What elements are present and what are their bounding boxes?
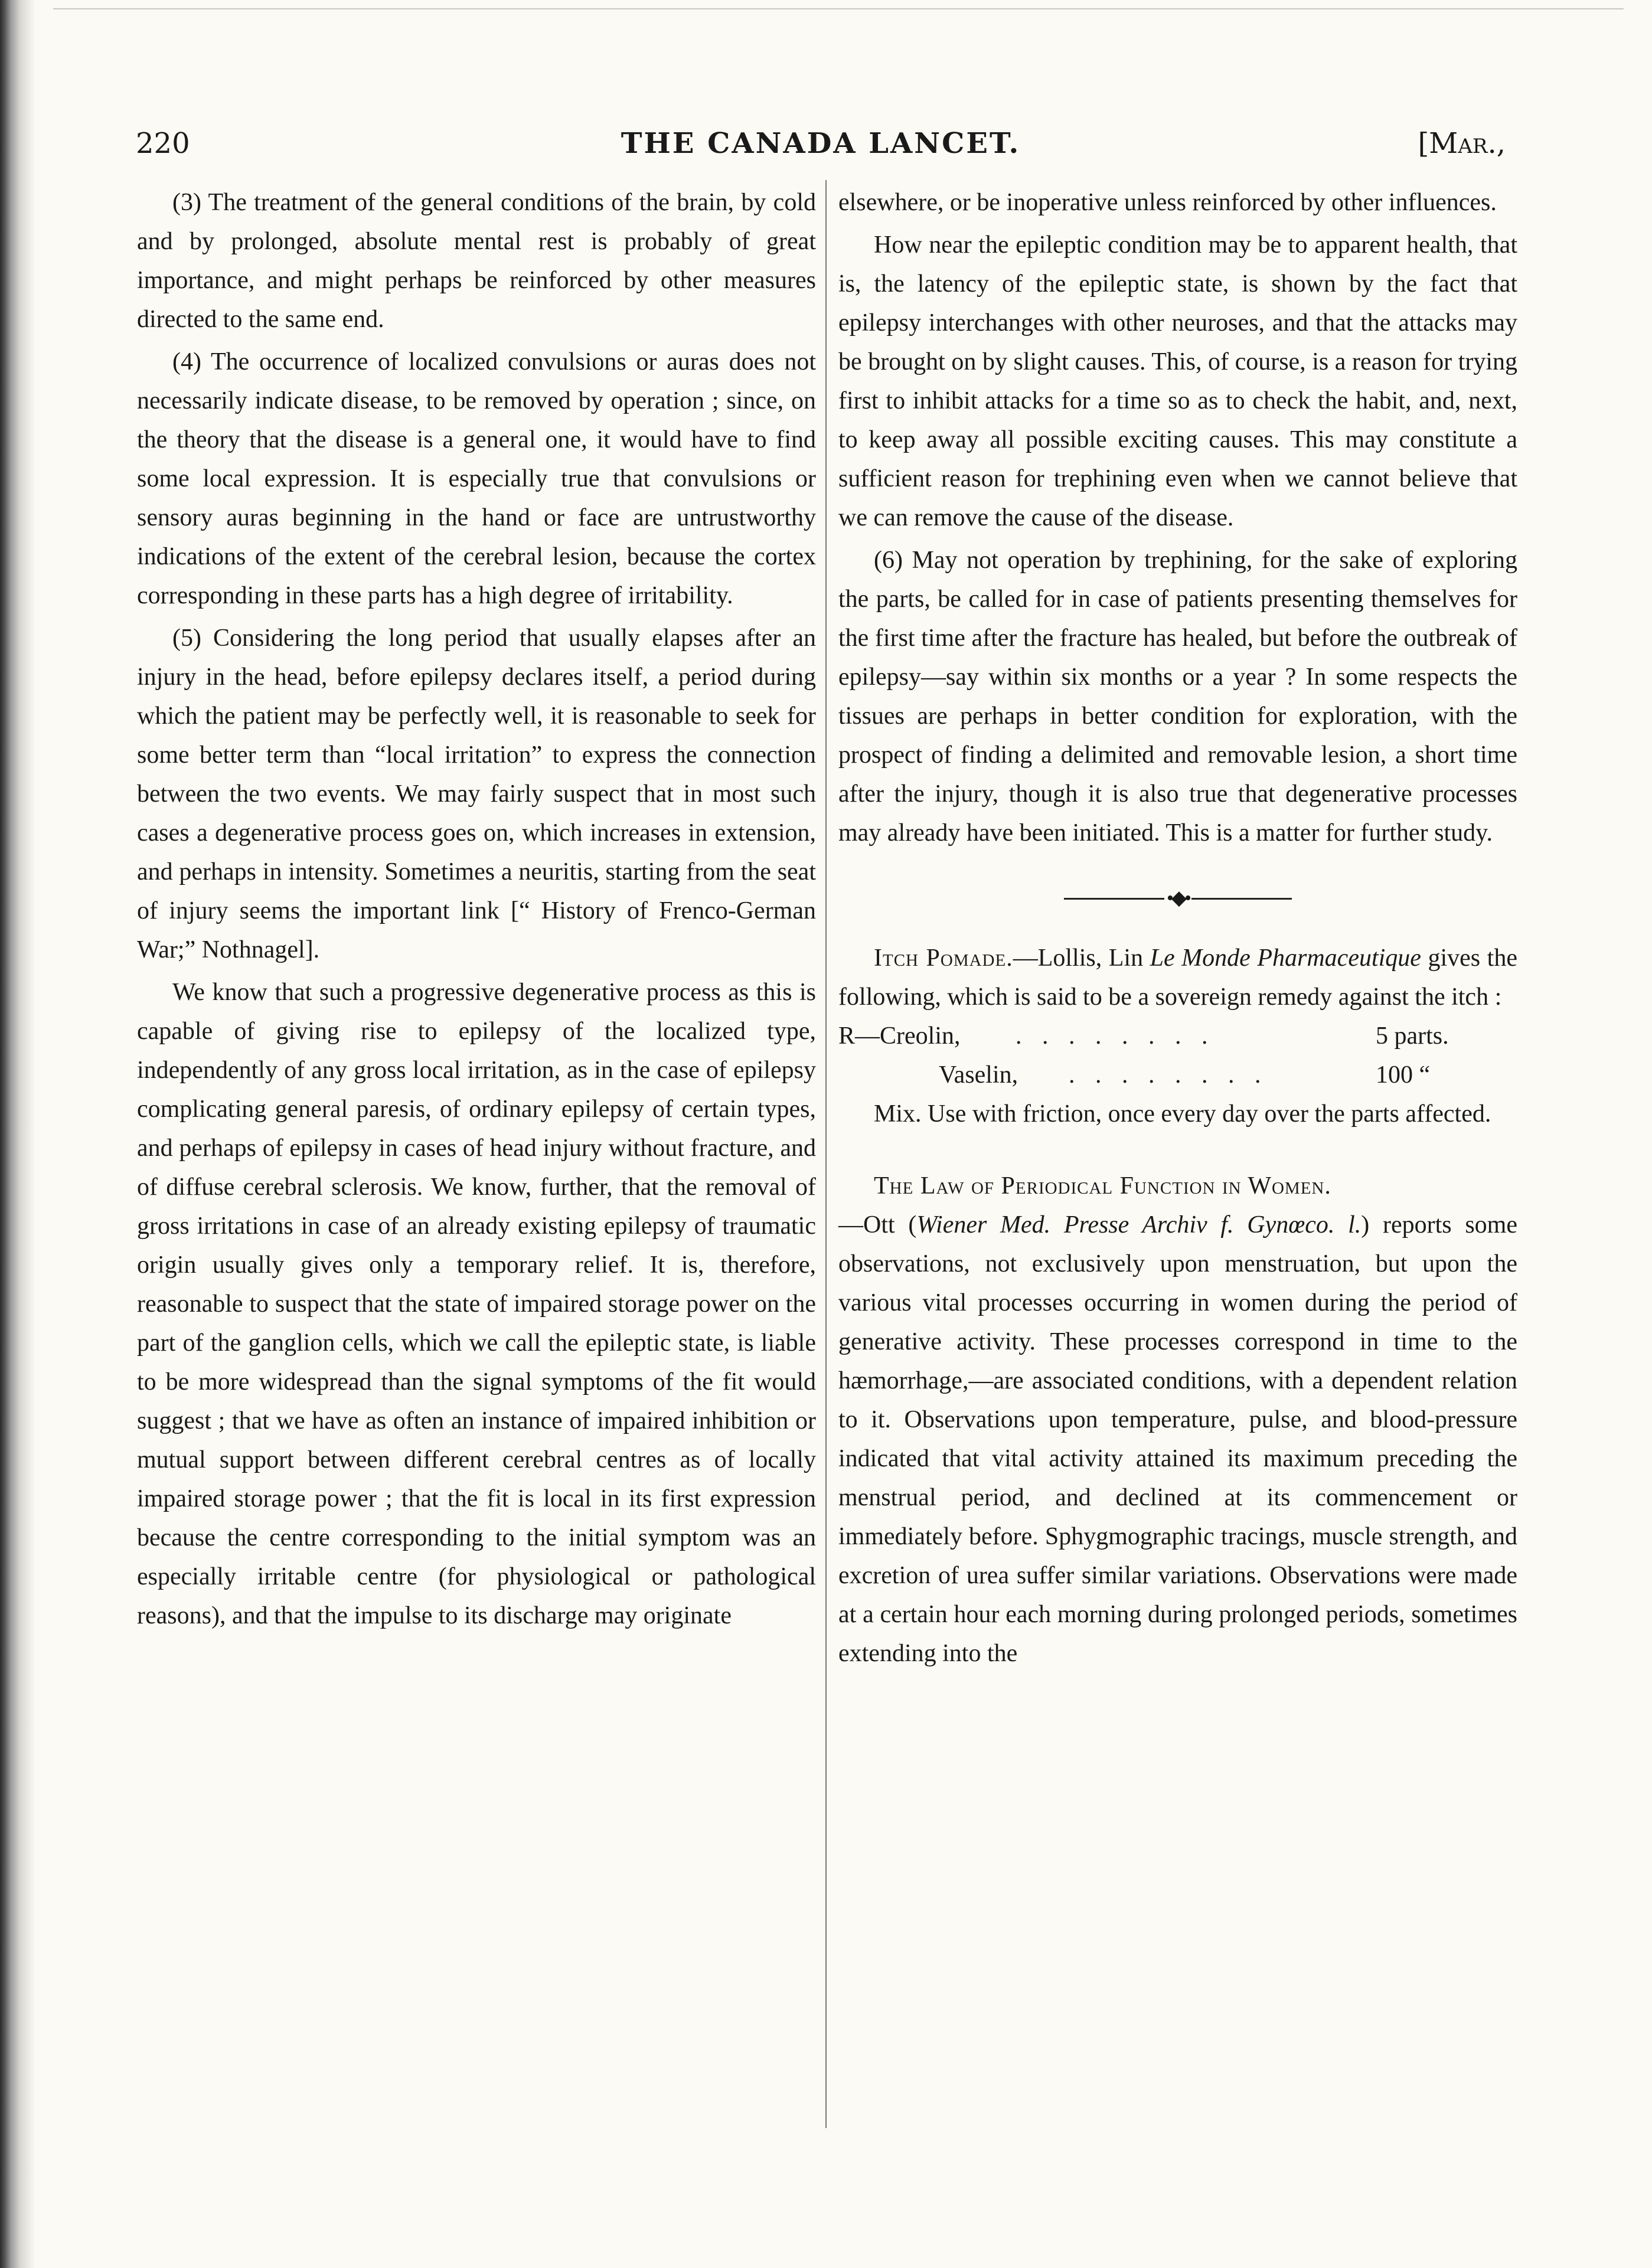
- ornament-rule-left: [1064, 898, 1164, 900]
- ingredient-name: Vaselin,: [939, 1061, 1018, 1089]
- column-divider: [825, 180, 827, 2128]
- right-column: [838, 183, 1517, 2161]
- paragraph-progressive: We know that such a progressive degenerative process as this is capable of giving rise to epilepsy of the localized type, independently of any gross local irritation, as in the case of epilepsy complicating general paresis, of ordinary epilepsy of certain types, and perhaps of epilepsy in cases of head injury without fracture, and of diffuse cerebral sclerosis. We know, further, that the removal of gross irritations in case of an already existing epilepsy of traumatic origin usually gives only a temporary relief. It is, therefore, reasonable to suspect that the state of impaired storage power on the part of the ganglion cells, which we call the epileptic state, is liable to be more widespread than the signal symptoms of the fit would suggest ; that we have as often an instance of impaired inhibition or mutual support between different cerebral centres as of locally impaired storage power ; that the fit is local in its first expression because the centre corresponding to the initial symptom was an especially irritable centre (for physiological or pathological reasons), and that the impulse to its discharge may originate: [137, 979, 816, 1629]
- paragraph-6: (6) May not operation by trephining, for the sake of exploring the parts, be called for in case of patients presenting themselves for the first time after the fracture has healed, but before the outbreak of epilepsy—say within six months or a year ? In some respects the tissues are perhaps in better condition for exploration, with the prospect of finding a delimited and removable lesion, a short time after the injury, though it is also true that degenerative processes may already have been initiated. This is a matter for further study.: [838, 547, 1517, 847]
- paragraph-4: (4) The occurrence of localized convulsions or auras does not necessarily indicate disease, to be removed by operation ; since, on the theory that the disease is a general one, it would have to find some local expression. It is especially true that convulsions or sensory auras beginning in the hand or face are untrustworthy indications of the extent of the cerebral lesion, because the cortex corresponding in these parts has a high degree of irritability.: [137, 348, 816, 609]
- paragraph-3: (3) The treatment of the general conditions of the brain, by cold and by prolonged, absolute mental rest is probably of great importance, and might perhaps be reinforced by other measures directed to the same end.: [137, 189, 816, 333]
- prescription-line-creolin: [838, 1017, 1517, 1055]
- left-column: [137, 183, 816, 2161]
- itch-source: Le Monde Pharmaceutique: [1150, 945, 1421, 972]
- ingredient-quantity: 5 parts.: [1376, 1022, 1449, 1050]
- periodical-function-heading: The Law of Periodical Function in Women.: [874, 1172, 1331, 1200]
- paragraph-epileptic-latency: How near the epileptic condition may be to apparent health, that is, the latency of the epileptic state, is shown by the fact that epilepsy interchanges with other neuroses, and that the attacks may be brought on by slight causes. This, of course, is a reason for trying first to inhibit attacks for a time so as to check the habit, and, next, to keep away all possible exciting causes. This may constitute a sufficient reason for trephining even when we cannot believe that we can remove the cause of the disease.: [838, 231, 1517, 531]
- page-number: 220: [136, 127, 190, 160]
- law-body: reports some observations, not exclusively upon menstruation, but upon the various vital processes occurring in women during the period of generative activity. These processes correspond in time to the hæmorrhage,—are associated conditions, with a dependent relation to it. Observations upon temperature, pulse, and blood-pressure indicated that vital activity attained its maximum preceding the menstrual period, and declined at its commencement or immediately before. Sphygmographic tracings, muscle strength, and excretion of urea suffer similar variations. Observations were made at a certain hour each morning during prolonged periods, sometimes extending into the: [838, 1211, 1517, 1668]
- ornament-rule-right: [1191, 898, 1292, 900]
- top-rule: [53, 8, 1624, 9]
- leader-dots: . . . . . . . .: [1069, 1061, 1268, 1089]
- itch-pomade-heading: Itch Pomade.: [874, 945, 1013, 972]
- prescription-line-vaselin: [838, 1055, 1517, 1094]
- prescription: [838, 1017, 1517, 1094]
- ingredient-name: R—Creolin,: [838, 1022, 961, 1050]
- issue-month: [Mar.,: [1418, 127, 1506, 160]
- page-header: [136, 121, 1506, 174]
- ingredient-quantity: 100 “: [1376, 1061, 1431, 1089]
- itch-directions: Mix. Use with friction, once every day over the parts affected.: [874, 1100, 1491, 1128]
- law-source: Wiener Med. Presse Archiv f. Gynœco. l.: [916, 1211, 1362, 1239]
- page-binding-edge: [0, 0, 35, 2268]
- paragraph-5: (5) Considering the long period that usually elapses after an injury in the head, before epilepsy declares itself, a period during which the patient may be perfectly well, it is reasonable to seek for some better term than “local irritation” to express the connection between the two events. We may fairly suspect that in most such cases a degenerative process goes on, which increases in extension, and perhaps in intensity. Sometimes a neuritis, starting from the seat of injury seems the important link [“ History of Frenco-German War;” Nothnagel].: [137, 625, 816, 963]
- section-ornament: [838, 885, 1517, 910]
- law-author-before: —Ott (: [838, 1211, 917, 1239]
- periodical-function-article: [838, 1166, 1517, 1673]
- ornament-dots: •◆•: [1167, 887, 1189, 910]
- law-author-after: ): [1361, 1211, 1370, 1239]
- journal-title: THE CANADA LANCET.: [621, 127, 1021, 160]
- itch-intro-after: gives the following, which is said to be a sovereign remedy against the itch :: [838, 945, 1517, 1011]
- itch-pomade-article: [838, 939, 1517, 1017]
- itch-intro-before: —Lollis, Lin: [1013, 945, 1150, 972]
- paragraph-continued: elsewhere, or be inoperative unless reinforced by other influences.: [838, 189, 1497, 216]
- leader-dots: . . . . . . . .: [1016, 1022, 1215, 1050]
